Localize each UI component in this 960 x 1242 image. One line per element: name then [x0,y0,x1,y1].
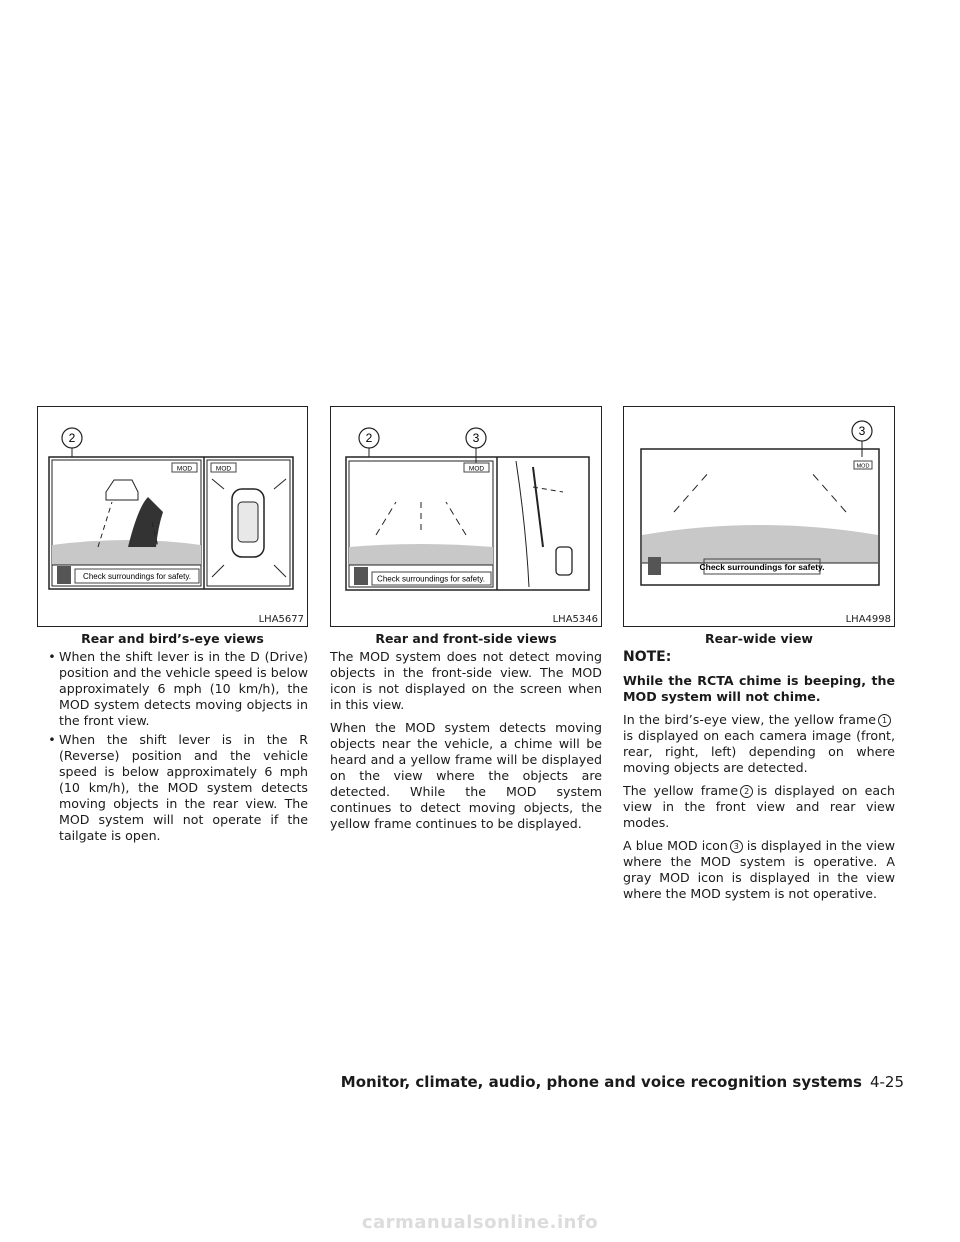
figure-rear-front-side-illustration [331,407,603,628]
column-2 [330,649,602,839]
callout-3: 3 [472,431,480,445]
callout-2: 2 [365,431,373,445]
callout-2-icon: 2 [740,785,753,798]
mod-icon-rear-wide: MOD [856,463,870,470]
paragraph: In the bird’s-eye view, the yellow frame 1is displayed on each camera image (front, rear, right, left) depending on where moving objects are detected. [623,712,895,775]
bullet-text: When the shift lever is in the D (Drive) position and the vehicle speed is below approximately 6 mph (10 km/h), the MOD system detects moving objects in the front view. [59,649,308,728]
figure-rear-wide-illustration [624,407,896,628]
callout-3-icon: 3 [730,840,743,853]
callout-2: 2 [68,431,76,445]
note-heading: NOTE: [623,649,672,665]
list-item: • When the shift lever is in the D (Drive) position and the vehicle speed is below approximately 6 mph (10 km/h), the MOD system detects moving objects in the front view. [48,649,308,728]
column-1 [45,649,308,847]
safety-banner: Check surroundings for safety. [699,562,825,572]
figure-code: LHA4998 [845,614,891,625]
figure-rear-front-side [330,406,602,627]
figure-rear-birds-eye-illustration [38,407,309,628]
figure-code: LHA5346 [552,614,598,625]
watermark: carmanualsonline.info [361,1212,599,1233]
page-number: 4-25 [869,1073,904,1091]
callout-3: 3 [858,424,866,438]
page-footer [341,1073,904,1091]
figure-caption: Rear-wide view [705,631,813,646]
paragraph: The MOD system does not detect moving objects in the front-side view. The MOD icon is not displayed on the screen when in this view. [330,649,602,712]
figure-caption: Rear and bird’s-eye views [81,631,264,646]
bullet-text: When the shift lever is in the R (Reverse) position and the vehicle speed is below approximately 6 mph (10 km/h), the MOD system detects moving objects in the rear view. The MOD system will not operate if the tailgate is open. [59,732,308,843]
paragraph: When the MOD system detects moving objects near the vehicle, a chime will be heard and a yellow frame will be displayed on the view where the objects are detected. While the MOD system continues to detect moving objects, the yellow frame continues to be displayed. [330,720,602,831]
figure-code: LHA5677 [258,614,304,625]
mod-icon-birds-eye: MOD [215,465,232,473]
mod-icon-rear: MOD [468,465,485,473]
paragraph: A blue MOD icon 3 is displayed in the view where the MOD system is operative. A gray MOD icon is displayed in the view where the MOD system is not operative. [623,838,895,901]
figure-rear-wide [623,406,895,627]
figure-rear-birds-eye [37,406,308,627]
paragraph: The yellow frame 2 is displayed on each view in the front view and rear view modes. [623,783,895,830]
list-item: • When the shift lever is in the R (Reverse) position and the vehicle speed is below approximately 6 mph (10 km/h), the MOD system detects moving objects in the rear view. The MOD system will not operate if the tailgate is open. [48,732,308,843]
safety-banner: Check surroundings for safety. [83,572,191,581]
note-text: While the RCTA chime is beeping, the MOD system will not chime. [623,673,895,704]
callout-1-icon: 1 [878,714,891,727]
column-3 [623,649,895,909]
mod-icon-rear: MOD [176,465,193,473]
figure-caption: Rear and front-side views [375,631,557,646]
section-title: Monitor, climate, audio, phone and voice recognition systems [340,1073,862,1091]
safety-banner: Check surroundings for safety. [377,574,485,584]
